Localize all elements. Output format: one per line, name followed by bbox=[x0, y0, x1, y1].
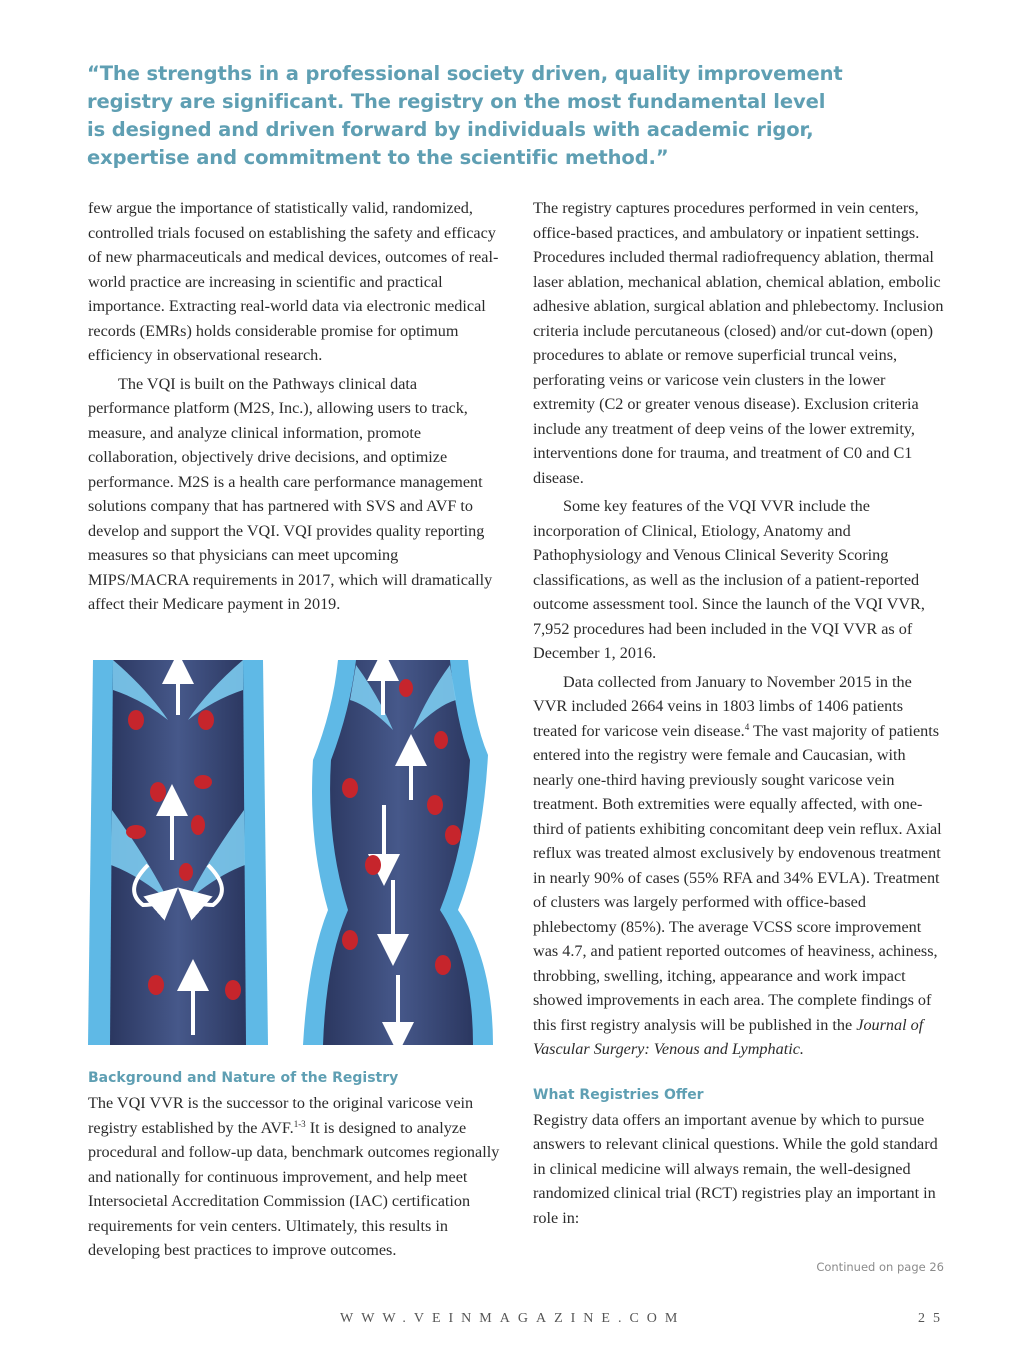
section-heading: What Registries Offer bbox=[533, 1086, 704, 1103]
red-blood-cell bbox=[434, 731, 448, 749]
red-blood-cell bbox=[179, 863, 193, 881]
red-blood-cell bbox=[225, 980, 241, 1000]
red-blood-cell bbox=[427, 795, 443, 815]
red-blood-cell bbox=[148, 975, 164, 995]
paragraph: The VQI is built on the Pathways clinical data performance platform (M2S, Inc.), allowing users to track, measure, and analyze clinical information, promote collaboration, objectively drive decisions, and optimize performance. M2S is a health care performance management solutions company that has partnered with SVS and AVF to develop and support the VQI. VQI provides quality reporting measures so that physicians can meet upcoming MIPS/MACRA requirements in 2017, which will dramatically affect their Medicare payment in 2019. bbox=[88, 374, 493, 613]
paragraph: The VQI VVR is the successor to the original varicose vein registry established by the AVF.$^{1-3}$ It is designed to analyze procedural and follow-up data, benchmark outcomes regionally and nationally for continuous improvement, and help meet Intersocietal Accreditation Commission (IAC) certification requirements for vein centers. Ultimately, this results in developing best practices to improve outcomes. bbox=[88, 1094, 500, 1259]
red-blood-cell bbox=[342, 930, 358, 950]
red-blood-cell bbox=[342, 778, 358, 798]
red-blood-cell bbox=[150, 782, 166, 802]
vein-valve-illustration bbox=[88, 660, 500, 1045]
paragraph: Registry data offers an important avenue by which to pursue answers to relevant clinical questions. While the gold standard in clinical medicine will always remain, the well-designed randomized clinical trial (RCT) registries play an important in role in: bbox=[533, 1110, 938, 1227]
pull-quote: “The strengths in a professional society driven, quality improvement registry are significant. The registry on the most fundamental level is designed and driven forward by individuals with academic rigor, expertise and commitment to the scientific method.” bbox=[87, 62, 843, 169]
red-blood-cell bbox=[445, 825, 461, 845]
red-blood-cell bbox=[198, 710, 214, 730]
red-blood-cell bbox=[128, 710, 144, 730]
paragraph: Some key features of the VQI VVR include the incorporation of Clinical, Etiology, Anatomy and Pathophysiology and Venous Clinical Severity Scoring classifications, as well as the inclusion of a patient-reported outcome assessment tool. Since the launch of the VQI VVR, 7,952 procedures had been included in the VQI VVR as of December 1, 2016. bbox=[533, 497, 925, 662]
paragraph: The registry captures procedures performed in vein centers, office-based practices, and ambulatory or inpatient settings. Procedures included thermal radiofrequency ablation, thermal laser ablation, mechanical ablation, chemical ablation, embolic adhesive ablation, surgical ablation and phlebectomy. Inclusion criteria include percutaneous (closed) and/or cut-down (open) procedures to ablate or remove superficial truncal veins, perforating veins or varicose vein clusters in the lower extremity (C2 or greater venous disease). Exclusion criteria include any treatment of deep veins of the lower extremity, interventions done for trauma, and treatment of C0 and C1 disease. bbox=[533, 199, 944, 487]
continued-notice: Continued on page 26 bbox=[816, 1260, 944, 1274]
red-blood-cell bbox=[435, 955, 451, 975]
paragraph: Data collected from January to November 2015 in the VVR included 2664 veins in 1803 limbs of 1406 patients treated for varicose vein disease.$^4$ The vast majority of patients entered into the registry were female and Caucasian, with nearly one-third having previously sought varicose vein treatment. Both extremities were equally affected, with one-third of patients exhibiting concomitant deep vein reflux. Axial reflux was treated almost exclusively by endovenous treatment in nearly 90% of cases (55% RFA and 34% EVLA). Treatment of clusters was largely performed with office-based phlebectomy (85%). The average VCSS score improvement was 4.7, and patient reported outcomes of heaviness, achiness, throbbing, swelling, itching, appearance and work impact showed improvements in each area. The complete findings of this first registry analysis will be published in the Journal of Vascular Surgery: Venous and Lymphatic. bbox=[533, 672, 942, 1058]
red-blood-cell bbox=[191, 815, 205, 835]
red-blood-cell bbox=[194, 775, 212, 789]
varicose-vein bbox=[303, 660, 493, 1045]
left-column bbox=[88, 196, 500, 621]
journal-title: Journal of Vascular Surgery: Venous and Lymphatic. bbox=[533, 1015, 924, 1058]
section-heading: Background and Nature of the Registry bbox=[88, 1070, 399, 1086]
page-number: 25 bbox=[918, 1311, 948, 1326]
healthy-vein bbox=[88, 660, 268, 1045]
footer-url: WWW.VEINMAGAZINE.COM bbox=[340, 1311, 686, 1326]
right-column bbox=[533, 196, 945, 1234]
red-blood-cell bbox=[126, 825, 146, 839]
red-blood-cell bbox=[399, 679, 413, 697]
paragraph: few argue the importance of statistically valid, randomized, controlled trials focused on establishing the safety and efficacy of new pharmaceuticals and medical devices, outcomes of real-world practice are increasing in scientific and practical importance. Extracting real-world data via electronic medical records (EMRs) holds considerable promise for optimum efficiency in observational research. bbox=[88, 199, 499, 364]
background-section bbox=[88, 1067, 500, 1267]
red-blood-cell bbox=[365, 855, 381, 875]
